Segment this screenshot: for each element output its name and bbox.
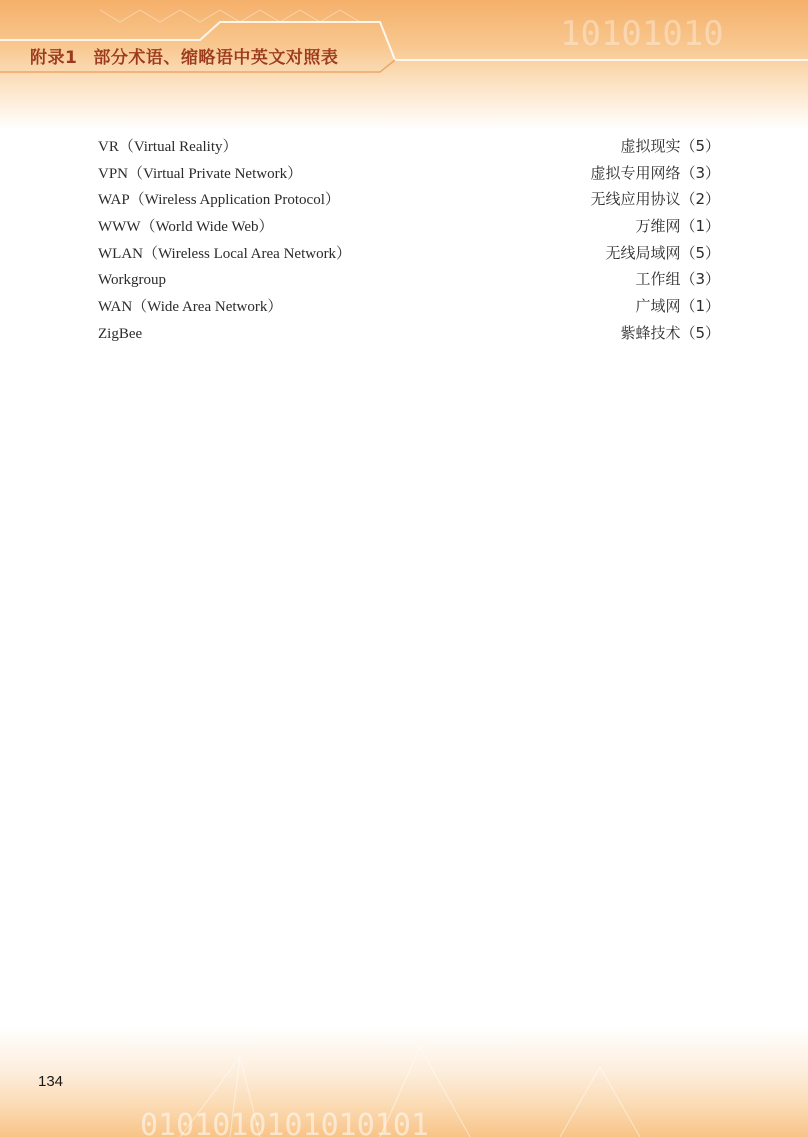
term-chinese: 虚拟专用网络（3） (590, 163, 720, 182)
term-english: Workgroup (98, 272, 166, 289)
term-row (98, 266, 720, 293)
footer-band (0, 1027, 808, 1137)
term-row (98, 293, 720, 320)
term-english: ZigBee (98, 325, 143, 342)
term-english: WWW（World Wide Web） (98, 219, 274, 236)
term-chinese: 万维网（1） (635, 217, 720, 236)
term-english: VR（Virtual Reality） (98, 139, 238, 155)
term-chinese: 无线局域网（5） (605, 243, 720, 262)
header-band (0, 0, 808, 130)
term-chinese: 虚拟现实（5） (620, 137, 720, 155)
term-row (98, 186, 720, 213)
term-chinese: 工作组（3） (635, 270, 720, 289)
svg-text:0101010101010101: 0101010101010101 (140, 1108, 429, 1137)
page-number: 134 (38, 1073, 64, 1090)
term-row (98, 213, 720, 240)
term-row (98, 240, 720, 267)
term-list (98, 133, 720, 347)
svg-text:10101010: 10101010 (560, 14, 724, 54)
term-chinese: 广域网（1） (635, 297, 720, 316)
term-english: VPN（Virtual Private Network） (98, 165, 303, 182)
term-chinese: 无线应用协议（2） (590, 190, 720, 209)
term-chinese: 紫蜂技术（5） (620, 323, 720, 342)
term-english: WAN（Wide Area Network） (98, 299, 283, 316)
term-row (98, 133, 720, 160)
appendix-label: 附录1 (30, 48, 78, 68)
term-english: WAP（Wireless Application Protocol） (98, 192, 340, 209)
footer-decoration (0, 1027, 808, 1137)
page-header-title (30, 43, 338, 68)
term-english: WLAN（Wireless Local Area Network） (98, 245, 352, 262)
term-row (98, 320, 720, 347)
section-title: 部分术语、缩略语中英文对照表 (93, 48, 339, 68)
term-row (98, 160, 720, 187)
